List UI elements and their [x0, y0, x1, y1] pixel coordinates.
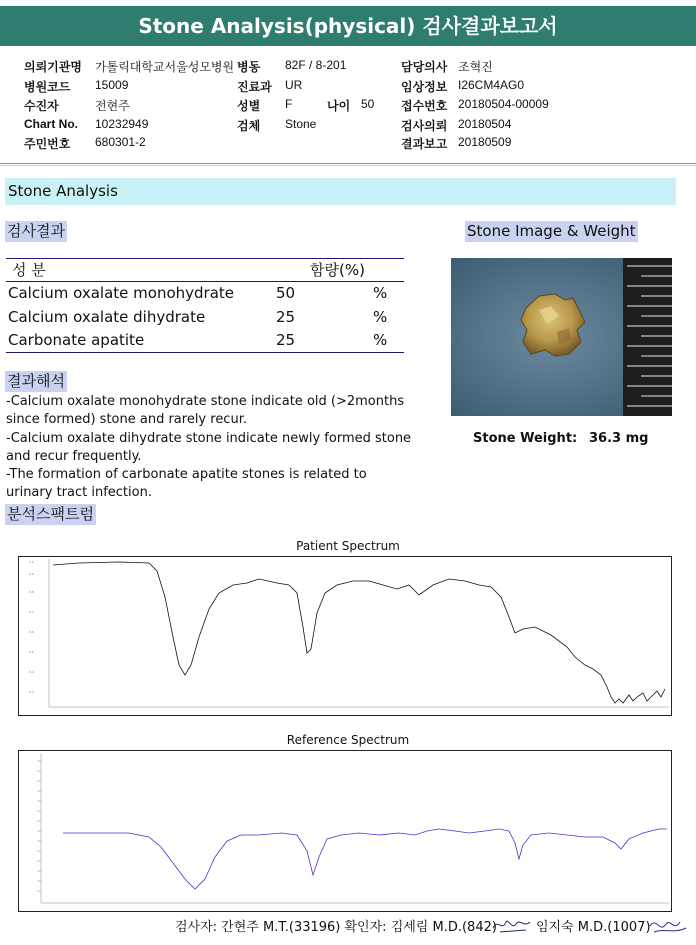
request-label: 검사의뢰	[401, 119, 448, 133]
doctor-label: 담당의사	[401, 60, 448, 74]
specimen-value: Stone	[285, 117, 317, 131]
svg-text:0.5: 0.5	[29, 650, 34, 654]
svg-text:1.0: 1.0	[29, 560, 34, 564]
stone-photo	[451, 258, 672, 416]
result-name: Calcium oxalate monohydrate	[8, 284, 235, 302]
table-bottom-rule	[6, 352, 404, 353]
dept-label: 진료과	[237, 80, 272, 94]
signature-mark	[490, 912, 534, 936]
result-unit: %	[373, 284, 388, 302]
result-name: Calcium oxalate dihydrate	[8, 308, 206, 326]
receipt-label: 접수번호	[401, 99, 448, 113]
patient-spectrum-line	[53, 562, 665, 703]
report-title: Stone Analysis(physical) 검사결과보고서	[138, 14, 558, 38]
patient-spectrum-chart	[18, 556, 672, 716]
hospital-code-label: 병원코드	[24, 80, 71, 94]
request-value: 20180504	[458, 117, 512, 131]
sex-value: F	[285, 97, 293, 111]
info-divider	[0, 163, 696, 164]
patient-value: 전현주	[95, 99, 130, 113]
svg-text:0.9: 0.9	[29, 572, 34, 576]
interpretation-heading: 결과해석	[7, 372, 65, 390]
institution-label: 의뢰기관명	[24, 60, 82, 74]
id-value: 680301-2	[95, 135, 146, 149]
hospital-code-value: 15009	[95, 78, 129, 92]
svg-text:0.7: 0.7	[29, 610, 34, 614]
svg-text:0.8: 0.8	[29, 590, 34, 594]
interpretation-line: and recur frequently.	[6, 449, 142, 464]
results-heading: 검사결과	[7, 222, 65, 240]
result-name: Carbonate apatite	[8, 331, 145, 349]
footer-signatures: 검사자: 간현주 M.T.(33196) 확인자: 김세림 M.D.(842)	[175, 920, 497, 935]
reference-spectrum-line	[63, 829, 667, 889]
ward-label: 병동	[237, 60, 261, 74]
chart-no-value: 10232949	[95, 117, 149, 131]
table-header-rule	[6, 281, 404, 282]
result-value: 25	[276, 331, 296, 349]
interpretation-line: -Calcium oxalate dihydrate stone indicate newly formed stone	[6, 431, 412, 446]
svg-text:0.6: 0.6	[29, 630, 34, 634]
interpretation-line: since formed) stone and rarely recur.	[6, 412, 247, 427]
patient-label: 수진자	[24, 99, 59, 113]
section-title: Stone Analysis	[8, 182, 118, 200]
footer-signature-2: 임지숙 M.D.(1007)	[536, 920, 651, 935]
id-label: 주민번호	[24, 137, 71, 151]
stone-weight-label: Stone Weight:	[473, 431, 578, 446]
signature-mark-2	[646, 912, 690, 936]
report-date-value: 20180509	[458, 135, 512, 149]
institution-value: 가톨릭대학교서울성모병원	[95, 60, 235, 74]
interpretation-line: urinary tract infection.	[6, 485, 152, 500]
report-date-label: 결과보고	[401, 137, 448, 151]
info-divider-shadow	[0, 165, 696, 166]
age-value: 50	[361, 97, 375, 111]
receipt-value: 20180504-00009	[458, 97, 549, 111]
age-label: 나이	[327, 99, 351, 113]
stone-weight-value: 36.3 mg	[589, 431, 649, 446]
reference-spectrum-chart	[18, 750, 672, 912]
patient-spectrum-plot	[19, 557, 671, 715]
reference-spectrum-plot	[19, 751, 671, 911]
stone-photo-drawing	[451, 258, 672, 416]
clinical-info-value: I26CM4AG0	[458, 78, 525, 92]
col-content-header: 함량(%)	[310, 261, 365, 279]
result-value: 25	[276, 308, 296, 326]
ward-value: 82F / 8-201	[285, 58, 347, 72]
result-unit: %	[373, 331, 388, 349]
dept-value: UR	[285, 78, 303, 92]
image-heading: Stone Image & Weight	[467, 222, 636, 240]
svg-text:0.4: 0.4	[29, 670, 34, 674]
col-component-header: 성 분	[12, 261, 46, 279]
clinical-info-label: 임상정보	[401, 80, 448, 94]
svg-text:0.3: 0.3	[29, 690, 34, 694]
patient-spectrum-title: Patient Spectrum	[296, 539, 400, 553]
sex-label: 성별	[237, 99, 261, 113]
interpretation-line: -The formation of carbonate apatite stones is related to	[6, 467, 367, 482]
specimen-label: 검체	[237, 119, 261, 133]
spectrum-heading: 분석스팩트럼	[7, 505, 94, 523]
reference-spectrum-title: Reference Spectrum	[286, 733, 410, 747]
doctor-value: 조혁진	[458, 60, 493, 74]
result-value: 50	[276, 284, 296, 302]
result-unit: %	[373, 308, 388, 326]
chart-no-label: Chart No.	[24, 117, 78, 131]
interpretation-line: -Calcium oxalate monohydrate stone indicate old (>2months	[6, 394, 405, 409]
